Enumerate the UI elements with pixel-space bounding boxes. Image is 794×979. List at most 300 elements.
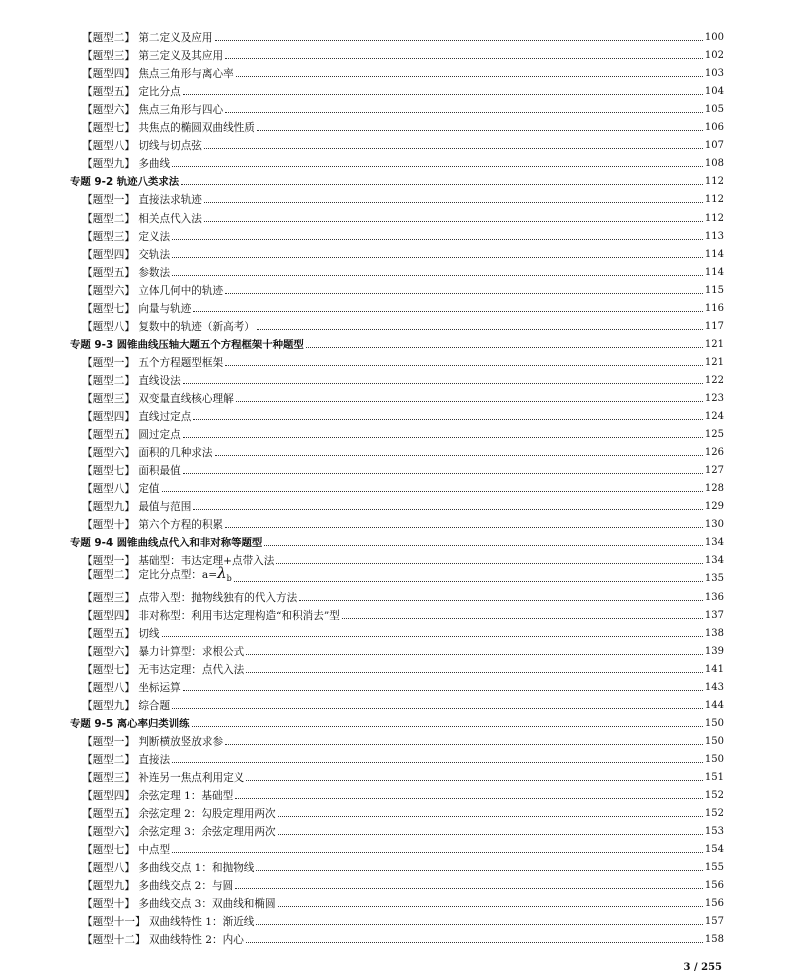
toc-entry-title — [82, 898, 276, 910]
toc-entry-tag: 【题型三】 — [82, 230, 135, 243]
toc-page-number: 105 — [704, 104, 724, 116]
toc-entry[interactable] — [70, 495, 724, 513]
toc-entry-tag: 【题型十】 — [82, 898, 135, 911]
toc-entry-title — [82, 357, 223, 369]
toc-entry-text: 交轨法 — [138, 248, 171, 261]
toc-entry[interactable] — [70, 26, 724, 44]
toc-entry-text: 直接法 — [138, 753, 171, 766]
toc-entry-title — [82, 555, 274, 567]
dot-leader — [172, 275, 703, 276]
toc-entry-tag: 【题型三】 — [82, 50, 135, 63]
toc-entry[interactable] — [70, 874, 724, 892]
toc-entry-tag: 【题型四】 — [82, 411, 135, 424]
toc-entry-title — [82, 790, 233, 802]
toc-entry-title — [82, 736, 223, 748]
dot-leader — [276, 563, 703, 564]
toc-entry-text: 多曲线交点 2：与圆 — [138, 880, 234, 893]
toc-entry[interactable] — [70, 676, 724, 694]
toc-entry-tag: 【题型九】 — [82, 699, 135, 712]
toc-page-number: 122 — [704, 374, 724, 386]
toc-page-number: 139 — [704, 645, 724, 657]
toc-page-number: 112 — [704, 194, 724, 206]
toc-entry[interactable] — [70, 116, 724, 134]
toc-entry-text: 双曲线特性 2：内心 — [148, 934, 244, 947]
toc-section-heading[interactable] — [70, 170, 724, 188]
toc-entry-title — [82, 140, 202, 152]
toc-entry[interactable] — [70, 423, 724, 441]
toc-entry[interactable] — [70, 585, 724, 603]
toc-page-number: 152 — [704, 790, 724, 802]
toc-entry[interactable] — [70, 549, 724, 567]
toc-page-number: 123 — [704, 392, 724, 404]
toc-section-heading[interactable] — [70, 531, 724, 549]
toc-page-number: 121 — [704, 356, 724, 368]
toc-page-number: 104 — [704, 86, 724, 98]
toc-entry-title — [82, 862, 254, 874]
toc-entry-title — [82, 501, 191, 513]
toc-page-number: 102 — [704, 50, 724, 62]
toc-entry-title — [82, 429, 181, 441]
toc-entry-tag: 【题型九】 — [82, 501, 135, 514]
dot-leader — [264, 545, 703, 546]
toc-entry-tag: 【题型四】 — [82, 248, 135, 261]
toc-entry[interactable] — [70, 44, 724, 62]
toc-entry-title — [82, 465, 181, 477]
toc-entry-title — [82, 267, 170, 279]
dot-leader — [236, 401, 703, 402]
toc-entry-title — [82, 231, 170, 243]
toc-page-number: 157 — [704, 916, 724, 928]
toc-entry[interactable] — [70, 838, 724, 856]
toc-entry-title — [82, 880, 233, 892]
toc-entry-text: 综合题 — [138, 699, 171, 712]
toc-entry-title — [82, 592, 297, 604]
toc-page-number: 124 — [704, 411, 724, 423]
toc-page-number: 126 — [704, 447, 724, 459]
toc-entry-tag: 【题型四】 — [82, 790, 135, 803]
toc-entry-text: 双变量直线核心理解 — [138, 392, 234, 405]
dot-leader — [183, 690, 703, 691]
dot-leader — [225, 112, 703, 113]
toc-page-number: 138 — [704, 627, 724, 639]
toc-entry-title — [82, 934, 244, 946]
toc-page-number: 136 — [704, 591, 724, 603]
toc-entry[interactable] — [70, 892, 724, 910]
toc-entry-text: 向量与轨迹 — [138, 302, 192, 315]
dot-leader — [299, 600, 703, 601]
toc-entry-text: 多曲线交点 1：和抛物线 — [138, 862, 255, 875]
toc-entry-title — [70, 537, 262, 549]
toc-page-number: 143 — [704, 681, 724, 693]
toc-entry-tag: 【题型一】 — [82, 356, 135, 369]
toc-entry-title — [82, 375, 181, 387]
toc-entry-tag: 【题型二】 — [82, 374, 135, 387]
toc-entry-title — [82, 664, 244, 676]
toc-entry-title — [82, 104, 223, 116]
dot-leader — [278, 906, 703, 907]
toc-entry-title — [82, 122, 255, 134]
toc-page-number: 112 — [704, 176, 724, 188]
toc-page-number: 103 — [704, 68, 724, 80]
toc-entry-text: 非对称型：利用韦达定理构造“和积消去”型 — [138, 609, 340, 622]
toc-entry[interactable] — [70, 369, 724, 387]
toc-entry-text: 焦点三角形与离心率 — [138, 68, 234, 81]
toc-page-number: 150 — [704, 753, 724, 765]
table-of-contents — [70, 26, 724, 946]
dot-leader — [256, 870, 703, 871]
toc-entry-text: 面积的几种求法 — [138, 447, 213, 460]
dot-leader — [192, 726, 703, 727]
toc-entry[interactable] — [70, 820, 724, 838]
toc-page-number: 128 — [704, 483, 724, 495]
dot-leader — [181, 184, 703, 185]
toc-entry-text: 补连另一焦点利用定义 — [138, 771, 245, 784]
toc-entry[interactable] — [70, 98, 724, 116]
toc-entry-title — [82, 754, 170, 766]
toc-entry-tag: 【题型六】 — [82, 104, 135, 117]
toc-entry-text: 定比分点 — [138, 86, 181, 99]
toc-entry[interactable] — [70, 405, 724, 423]
toc-page-number: 121 — [704, 338, 724, 350]
toc-entry-text: 余弦定理 1：基础型 — [138, 790, 234, 803]
toc-entry-title — [82, 447, 213, 459]
toc-page-number: 150 — [704, 735, 724, 747]
toc-entry[interactable] — [70, 206, 724, 224]
toc-entry-title — [82, 564, 232, 585]
toc-entry[interactable] — [70, 802, 724, 820]
dot-leader — [204, 148, 703, 149]
dot-leader — [172, 257, 703, 258]
toc-entry[interactable] — [70, 856, 724, 874]
toc-entry-title — [82, 86, 181, 98]
toc-entry-title — [82, 158, 170, 170]
toc-entry-text: 坐标运算 — [138, 681, 181, 694]
dot-leader — [235, 798, 703, 799]
toc-entry-tag: 【题型四】 — [82, 609, 135, 622]
toc-entry-title — [82, 411, 191, 423]
toc-entry-tag: 【题型一】 — [82, 194, 135, 207]
toc-entry-title — [70, 718, 190, 730]
toc-entry-tag: 【题型六】 — [82, 447, 135, 460]
toc-entry-text: 余弦定理 3：余弦定理用两次 — [138, 826, 276, 839]
toc-page-number: 127 — [704, 465, 724, 477]
dot-leader — [225, 58, 703, 59]
toc-entry-text: 焦点三角形与四心 — [138, 104, 224, 117]
dot-leader — [257, 329, 703, 330]
toc-entry-tag: 【题型五】 — [82, 266, 135, 279]
toc-entry-text: 复数中的轨迹（新高考） — [138, 320, 255, 333]
toc-entry-tag: 【题型二】 — [82, 32, 135, 45]
toc-entry-text: 最值与范围 — [138, 501, 192, 514]
toc-entry-title — [82, 700, 170, 712]
toc-page-number: 156 — [704, 898, 724, 910]
toc-entry-text: 定值 — [138, 483, 160, 496]
toc-entry-text: 共焦点的椭圆双曲线性质 — [138, 122, 255, 135]
toc-entry-text: 直线过定点 — [138, 411, 192, 424]
toc-entry-text: 双曲线特性 1：渐近线 — [148, 916, 255, 929]
toc-entry-text: 立体几何中的轨迹 — [138, 284, 224, 297]
toc-entry-tag: 【题型二】 — [82, 212, 135, 225]
toc-entry[interactable] — [70, 766, 724, 784]
toc-entry-text: 第六个方程的积累 — [138, 519, 224, 532]
toc-entry-tag: 【题型七】 — [82, 302, 135, 315]
toc-entry[interactable] — [70, 225, 724, 243]
toc-entry-title — [82, 393, 234, 405]
toc-page-number: 116 — [704, 302, 724, 314]
toc-entry-title — [82, 285, 223, 297]
toc-entry-title — [82, 844, 170, 856]
dot-leader — [246, 672, 703, 673]
toc-page-number: 114 — [704, 248, 724, 260]
toc-entry-tag: 【题型七】 — [82, 663, 135, 676]
toc-entry-text: 无韦达定理：点代入法 — [138, 663, 245, 676]
dot-leader — [183, 383, 703, 384]
toc-entry-text: 定义法 — [138, 230, 171, 243]
toc-entry-text: 参数法 — [138, 266, 171, 279]
toc-section-heading[interactable] — [70, 333, 724, 351]
toc-page-number: 112 — [704, 212, 724, 224]
toc-page-number: 155 — [704, 862, 724, 874]
toc-page-number: 134 — [704, 537, 724, 549]
dot-leader — [193, 509, 703, 510]
toc-entry[interactable] — [70, 477, 724, 495]
toc-entry-text: 专题 9-5 离心率归类训练 — [70, 717, 190, 730]
dot-leader — [225, 365, 703, 366]
toc-entry-text: 五个方程题型框架 — [138, 356, 224, 369]
toc-entry-tag: 【题型一】 — [82, 735, 135, 748]
dot-leader — [234, 581, 703, 582]
dot-leader — [246, 654, 703, 655]
toc-entry-text: 第三定义及其应用 — [138, 50, 224, 63]
toc-entry[interactable] — [70, 315, 724, 333]
toc-page-number: 100 — [704, 32, 724, 44]
toc-entry-title — [82, 483, 160, 495]
toc-page-number: 113 — [704, 230, 724, 242]
toc-entry-tag: 【题型一】 — [82, 555, 135, 568]
toc-entry-tag: 【题型十二】 — [82, 934, 146, 947]
toc-page-number: 153 — [704, 826, 724, 838]
toc-entry[interactable] — [70, 748, 724, 766]
toc-entry-title — [70, 339, 304, 351]
toc-page-number: 156 — [704, 880, 724, 892]
toc-page-number: 144 — [704, 699, 724, 711]
toc-entry-text: 中点型 — [138, 844, 171, 857]
toc-entry-text: 圆过定点 — [138, 429, 181, 442]
toc-page-number: 106 — [704, 122, 724, 134]
toc-entry-text: 切线与切点弦 — [138, 140, 202, 153]
dot-leader — [225, 527, 703, 528]
toc-entry-text: 判断横放竖放求参 — [138, 735, 224, 748]
toc-entry[interactable] — [70, 261, 724, 279]
toc-entry-tag: 【题型九】 — [82, 880, 135, 893]
toc-entry[interactable] — [70, 441, 724, 459]
toc-entry-text: 余弦定理 2：勾股定理用两次 — [138, 808, 276, 821]
toc-section-heading[interactable] — [70, 712, 724, 730]
lambda-symbol: λ — [217, 564, 227, 583]
toc-page-number: 150 — [704, 717, 724, 729]
toc-entry-title — [82, 808, 276, 820]
toc-page-number: 108 — [704, 158, 724, 170]
toc-entry-tag: 【题型十】 — [82, 519, 135, 532]
toc-entry[interactable] — [70, 928, 724, 946]
toc-page-number: 114 — [704, 266, 724, 278]
dot-leader — [278, 834, 703, 835]
toc-entry-title — [82, 249, 170, 261]
toc-entry[interactable] — [70, 80, 724, 98]
dot-leader — [204, 221, 703, 222]
toc-entry-title — [82, 50, 223, 62]
toc-page-number: 137 — [704, 609, 724, 621]
toc-entry-title — [82, 610, 340, 622]
toc-page-number: 152 — [704, 808, 724, 820]
toc-entry[interactable] — [70, 513, 724, 531]
dot-leader — [246, 942, 703, 943]
toc-entry-title — [70, 176, 179, 188]
toc-page-number: 154 — [704, 844, 724, 856]
toc-entry-tag: 【题型五】 — [82, 86, 135, 99]
toc-page-number: 134 — [704, 555, 724, 567]
toc-entry-title — [82, 519, 223, 531]
toc-entry-tag: 【题型六】 — [82, 284, 135, 297]
toc-entry-title — [82, 303, 191, 315]
toc-entry[interactable] — [70, 351, 724, 369]
dot-leader — [246, 780, 703, 781]
toc-entry-title — [82, 32, 213, 44]
dot-leader — [306, 347, 703, 348]
dot-leader — [236, 76, 703, 77]
toc-entry[interactable] — [70, 604, 724, 622]
toc-entry-title — [82, 628, 160, 640]
toc-entry[interactable] — [70, 622, 724, 640]
toc-entry-tag: 【题型七】 — [82, 465, 135, 478]
toc-entry-text: 直线设法 — [138, 374, 181, 387]
toc-entry-tag: 【题型二】 — [82, 569, 135, 582]
dot-leader — [278, 816, 703, 817]
dot-leader — [162, 636, 703, 637]
dot-leader — [257, 130, 703, 131]
toc-entry[interactable] — [70, 910, 724, 928]
toc-entry[interactable] — [70, 62, 724, 80]
page-number: 3 / 255 — [683, 962, 722, 973]
toc-entry-tag: 【题型八】 — [82, 140, 135, 153]
toc-entry-tag: 【题型十一】 — [82, 916, 146, 929]
toc-entry[interactable] — [70, 730, 724, 748]
dot-leader — [172, 239, 703, 240]
dot-leader — [193, 311, 703, 312]
toc-entry-title — [82, 68, 234, 80]
toc-entry[interactable] — [70, 658, 724, 676]
toc-page-number: 141 — [704, 663, 724, 675]
dot-leader — [225, 293, 703, 294]
toc-entry[interactable] — [70, 459, 724, 477]
toc-entry-text: 暴力计算型：求根公式 — [138, 645, 245, 658]
toc-entry-title — [82, 194, 202, 206]
toc-page-number: 158 — [704, 934, 724, 946]
dot-leader — [204, 202, 703, 203]
toc-entry-text: 专题 9-3 圆锥曲线压轴大题五个方程框架十种题型 — [70, 338, 304, 351]
toc-entry-tag: 【题型三】 — [82, 392, 135, 405]
toc-entry[interactable] — [70, 279, 724, 297]
toc-entry[interactable] — [70, 640, 724, 658]
toc-entry-tag: 【题型四】 — [82, 68, 135, 81]
toc-page-number: 130 — [704, 519, 724, 531]
lambda-subscript: b — [226, 574, 232, 584]
toc-entry-text: 专题 9-4 圆锥曲线点代入和非对称等题型 — [70, 537, 263, 550]
dot-leader — [235, 888, 703, 889]
toc-page-number: 129 — [704, 501, 724, 513]
toc-entry-text: 多曲线 — [138, 158, 171, 171]
toc-entry[interactable] — [70, 694, 724, 712]
toc-entry[interactable] — [70, 297, 724, 315]
toc-entry-tag: 【题型九】 — [82, 158, 135, 171]
toc-entry-title — [82, 916, 254, 928]
toc-entry-title — [82, 826, 276, 838]
dot-leader — [172, 166, 703, 167]
toc-entry-tag: 【题型八】 — [82, 483, 135, 496]
toc-entry-title — [82, 682, 181, 694]
toc-entry[interactable] — [70, 784, 724, 802]
dot-leader — [215, 455, 703, 456]
dot-leader — [225, 744, 703, 745]
toc-entry-text: 专题 9-2 轨迹八类求法 — [70, 176, 180, 189]
toc-entry-title — [82, 213, 202, 225]
toc-page-number: 117 — [704, 320, 724, 332]
toc-entry[interactable] — [70, 188, 724, 206]
toc-entry-tag: 【题型五】 — [82, 429, 135, 442]
toc-entry-tag: 【题型八】 — [82, 320, 135, 333]
toc-entry-tag: 【题型五】 — [82, 627, 135, 640]
dot-leader — [256, 924, 703, 925]
toc-entry-title — [82, 646, 244, 658]
toc-entry-tag: 【题型八】 — [82, 862, 135, 875]
toc-entry-tag: 【题型三】 — [82, 591, 135, 604]
toc-entry[interactable] — [70, 387, 724, 405]
toc-page-number: 125 — [704, 429, 724, 441]
dot-leader — [183, 94, 703, 95]
dot-leader — [342, 618, 703, 619]
toc-page-number: 115 — [704, 284, 724, 296]
toc-entry[interactable] — [70, 564, 724, 585]
dot-leader — [172, 852, 703, 853]
toc-entry-tag: 【题型二】 — [82, 753, 135, 766]
toc-entry-text: 点带入型：抛物线独有的代入方法 — [138, 591, 298, 604]
dot-leader — [172, 762, 703, 763]
toc-entry-tag: 【题型五】 — [82, 808, 135, 821]
toc-entry-text: 多曲线交点 3：双曲线和椭圆 — [138, 898, 276, 911]
toc-entry-text: 基础型：韦达定理+点带入法 — [138, 555, 275, 568]
toc-entry[interactable] — [70, 152, 724, 170]
toc-entry[interactable] — [70, 134, 724, 152]
toc-page-number: 107 — [704, 140, 724, 152]
dot-leader — [193, 419, 703, 420]
toc-entry-title — [82, 321, 255, 333]
toc-page-number: 151 — [704, 771, 724, 783]
dot-leader — [172, 708, 703, 709]
toc-entry-text: 直接法求轨迹 — [138, 194, 202, 207]
toc-entry-text: 定比分点型：a= — [138, 569, 218, 582]
dot-leader — [183, 437, 703, 438]
toc-entry[interactable] — [70, 243, 724, 261]
toc-entry-tag: 【题型三】 — [82, 771, 135, 784]
toc-entry-tag: 【题型七】 — [82, 844, 135, 857]
dot-leader — [162, 491, 703, 492]
toc-entry-text: 切线 — [138, 627, 160, 640]
toc-entry-tag: 【题型七】 — [82, 122, 135, 135]
toc-entry-tag: 【题型八】 — [82, 681, 135, 694]
toc-entry-text: 相关点代入法 — [138, 212, 202, 225]
toc-entry-title — [82, 772, 244, 784]
dot-leader — [183, 473, 703, 474]
